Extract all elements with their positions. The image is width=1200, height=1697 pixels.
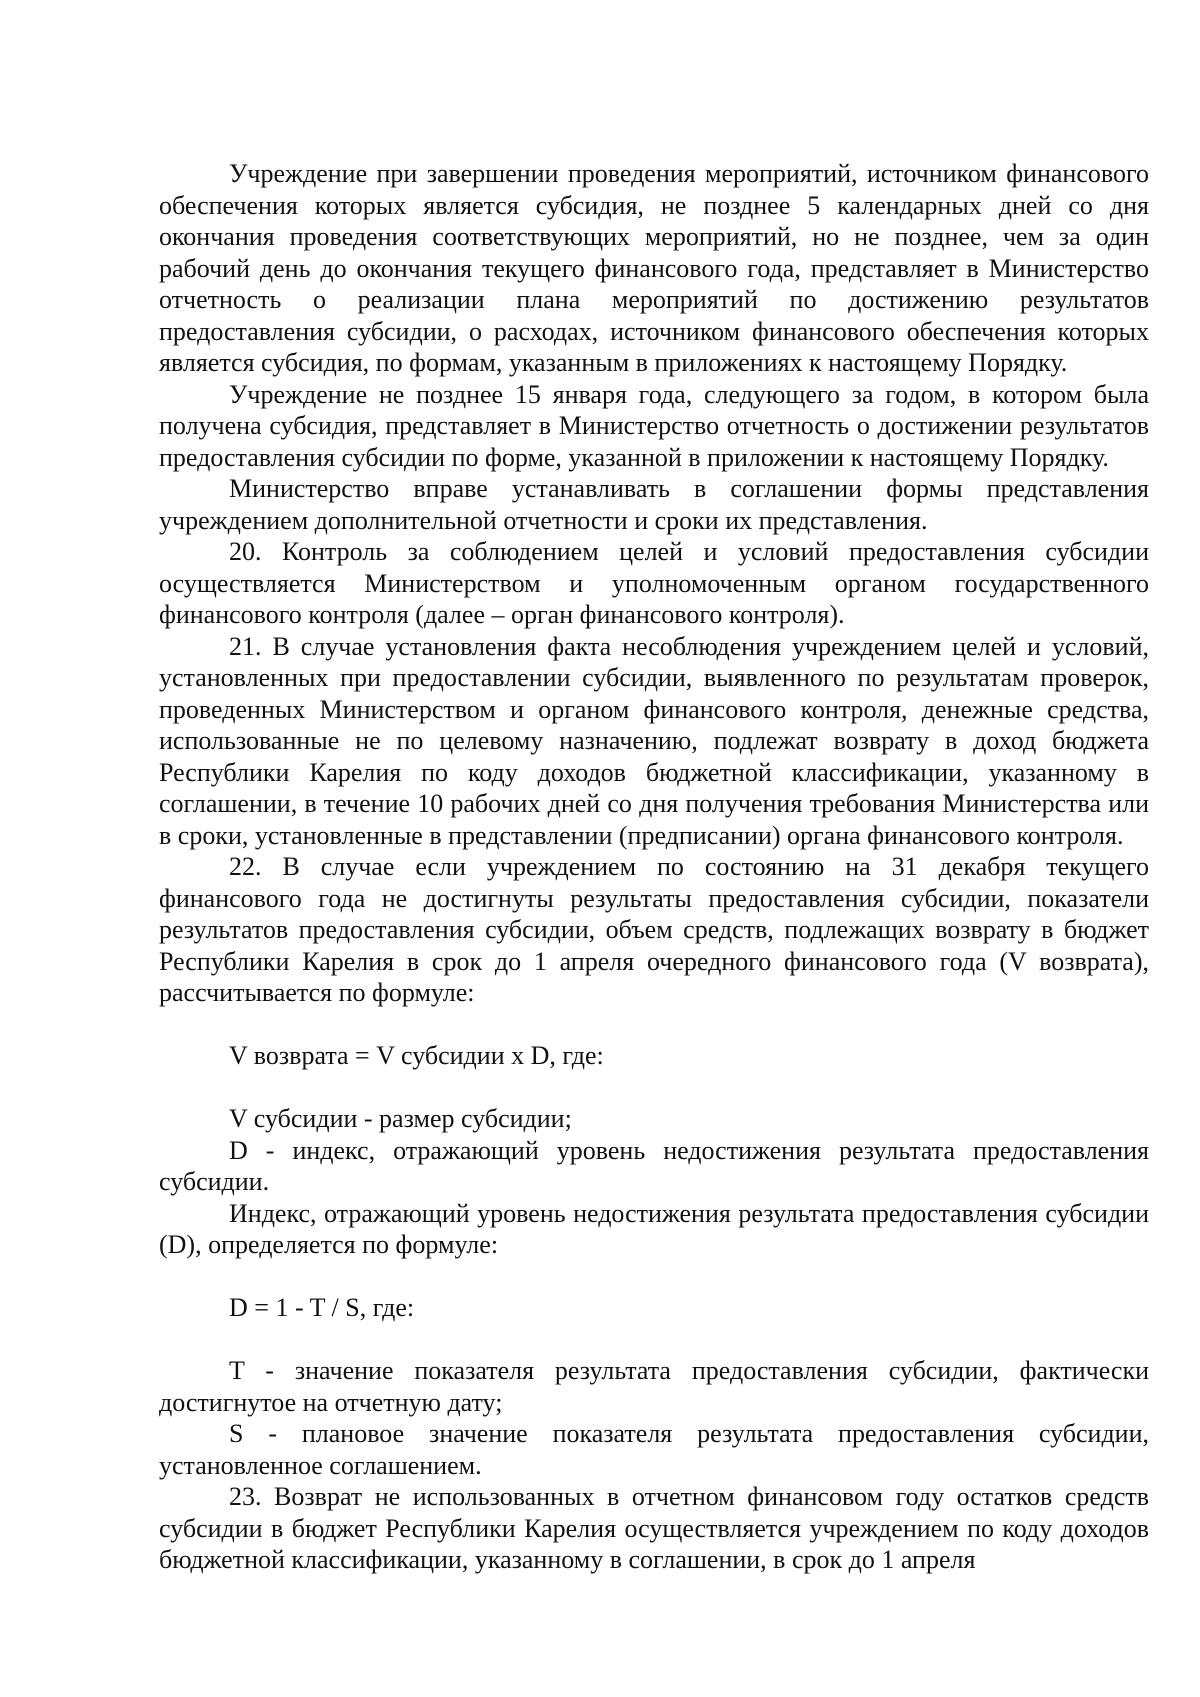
paragraph-additional-reporting: Министерство вправе устанавливать в соглашении формы представления учреждением дополнительной отчетности и сроки их представления. (159, 474, 1149, 535)
paragraph-20-control: 20. Контроль за соблюдением целей и условий предоставления субсидии осуществляется Министерством и уполномоченным органом государственного финансового контроля (далее – орган финансового контроля). (159, 537, 1149, 629)
definition-d-index: D - индекс, отражающий уровень недостижения результата предоставления субсидии. (159, 1135, 1149, 1196)
definition-v-subsidy: V субсидии - размер субсидии; (229, 1104, 572, 1133)
spacer (159, 1072, 1149, 1104)
formula-index-d: D = 1 - T / S, где: (229, 1293, 415, 1322)
paragraph-23-unused-balance-refund: 23. Возврат не использованных в отчетном финансовом году остатков средств субсидии в бюджет Республики Карелия осуществляется учреждением по коду доходов бюджетной классификации, указанному в соглашении, в срок до 1 апреля (159, 1482, 1149, 1574)
definition-s-planned-value: S - плановое значение показателя результата предоставления субсидии, установленное соглашением. (159, 1419, 1149, 1480)
spacer (159, 1009, 1149, 1041)
spacer (159, 1261, 1149, 1293)
paragraph-index-formula-intro: Индекс, отражающий уровень недостижения результата предоставления субсидии (D), определяется по формуле: (159, 1198, 1149, 1259)
formula-refund-volume: V возврата = V субсидии x D, где: (229, 1041, 604, 1070)
paragraph-21-refund-violation: 21. В случае установления факта несоблюдения учреждением целей и условий, установленных при предоставлении субсидии, выявленного по результатам проверок, проведенных Министерством и органом финансового контроля, денежные средства, использованные не по целевому назначению, подлежат возврату в доход бюджета Республики Карелия по коду доходов бюджетной классификации, указанному в соглашении, в течение 10 рабочих дней со дня получения требования Министерства или в сроки, установленные в представлении (предписании) органа финансового контроля. (159, 631, 1149, 850)
paragraph-22-refund-formula-intro: 22. В случае если учреждением по состоянию на 31 декабря текущего финансового года не достигнуты результаты предоставления субсидии, показатели результатов предоставления субсидии, объем средств, подлежащих возврату в бюджет Республики Карелия в срок до 1 апреля очередного финансового года (V возврата), рассчитывается по формуле: (159, 852, 1149, 1007)
definition-t-actual-value: T - значение показателя результата предоставления субсидии, фактически достигнутое на отчетную дату; (159, 1356, 1149, 1417)
paragraph-reporting-deadlines: Учреждение при завершении проведения мероприятий, источником финансового обеспечения которых является субсидия, не позднее 5 календарных дней со дня окончания проведения соответствующих мероприятий, но не позднее, чем за один рабочий день до окончания текущего финансового года, представляет в Министерство отчетность о реализации плана мероприятий по достижению результатов предоставления субсидии, о расходах, источником финансового обеспечения которых является субсидия, по формам, указанным в приложениях к настоящему Порядку. (159, 159, 1149, 377)
paragraph-annual-report: Учреждение не позднее 15 января года, следующего за годом, в котором была получена субсидия, представляет в Министерство отчетность о достижении результатов предоставления субсидии по форме, указанной в приложении к настоящему Порядку. (159, 379, 1149, 472)
spacer (159, 1324, 1149, 1356)
document-page (159, 158, 1149, 1576)
